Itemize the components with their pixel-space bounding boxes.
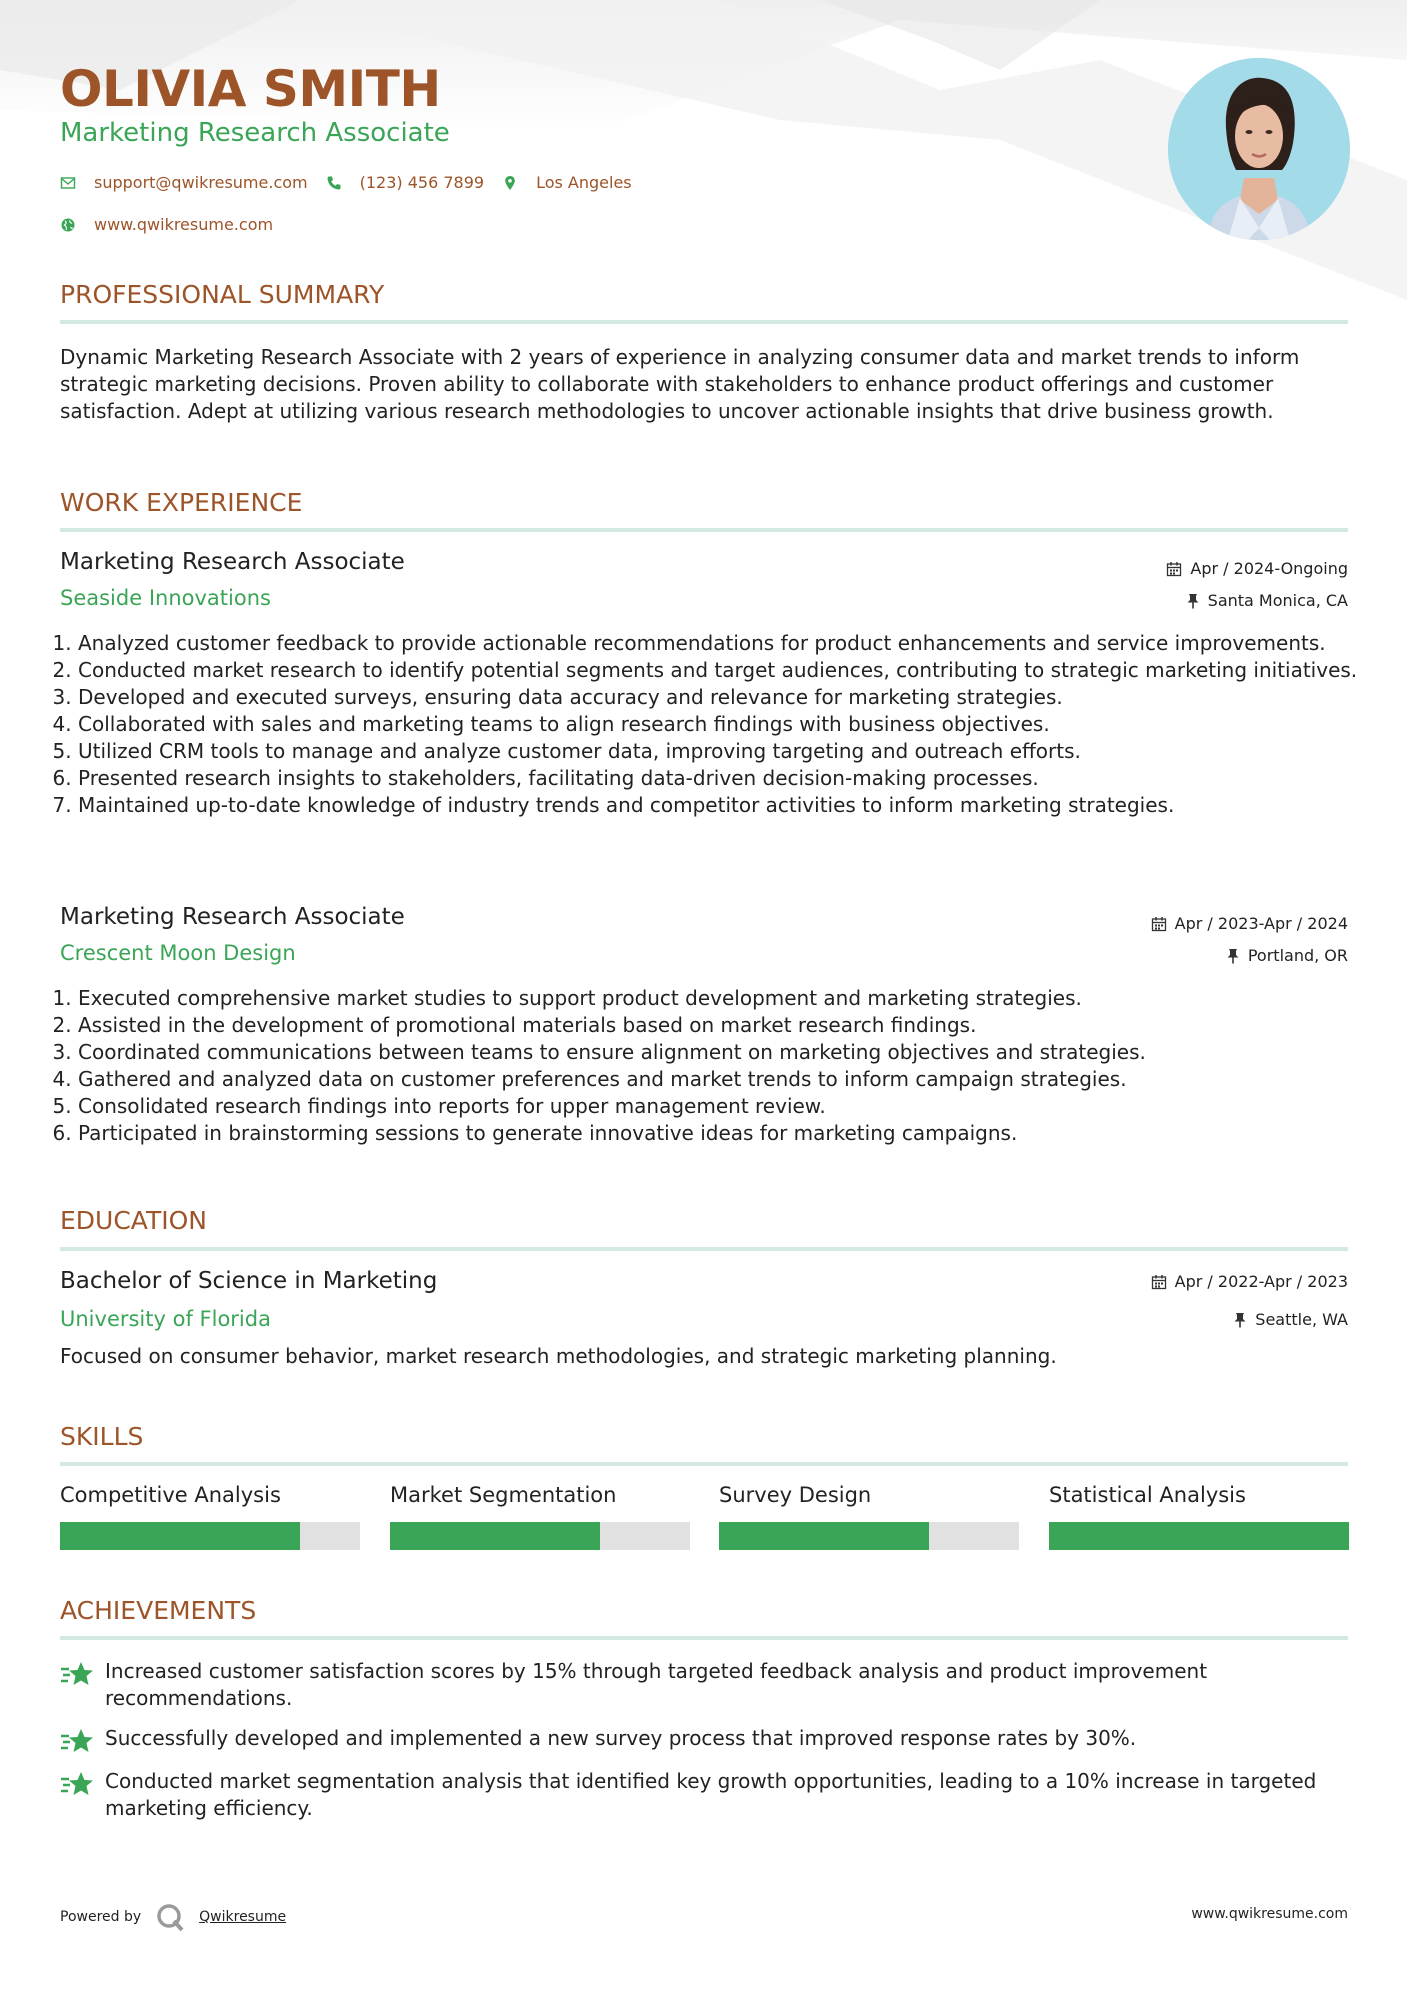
calendar-icon bbox=[1166, 561, 1182, 577]
skill-item bbox=[719, 1483, 1019, 1507]
portrait-image bbox=[1168, 58, 1350, 240]
skill-bar bbox=[60, 1522, 360, 1550]
job-dates bbox=[1151, 914, 1348, 933]
job-bullets bbox=[60, 630, 1366, 819]
experience-heading: WORK EXPERIENCE bbox=[60, 488, 303, 517]
summary-heading: PROFESSIONAL SUMMARY bbox=[60, 280, 385, 309]
star-icon bbox=[60, 1660, 94, 1690]
location-text: Los Angeles bbox=[536, 173, 632, 192]
candidate-name: OLIVIA SMITH bbox=[60, 60, 441, 118]
skills-heading: SKILLS bbox=[60, 1422, 144, 1451]
job-company: Crescent Moon Design bbox=[60, 941, 296, 965]
pin-icon bbox=[1226, 948, 1240, 964]
skill-bar-fill bbox=[60, 1522, 300, 1550]
achievement-item bbox=[60, 1768, 1348, 1822]
skill-label: Survey Design bbox=[719, 1483, 872, 1507]
school-name: University of Florida bbox=[60, 1307, 271, 1331]
education-heading: EDUCATION bbox=[60, 1206, 207, 1235]
powered-by-label: Powered by bbox=[60, 1909, 142, 1925]
profile-photo bbox=[1168, 58, 1350, 240]
email-item[interactable] bbox=[60, 173, 308, 192]
globe-icon bbox=[60, 217, 76, 233]
skill-bar bbox=[390, 1522, 690, 1550]
job-title: Marketing Research Associate bbox=[60, 549, 405, 575]
achievements-divider bbox=[60, 1636, 1348, 1640]
skill-item bbox=[1049, 1483, 1349, 1507]
list-item: 1. Analyzed customer feedback to provide actionable recommendations for product enhancements and service improvements. bbox=[78, 630, 1366, 657]
job-dates-text: Apr / 2023-Apr / 2024 bbox=[1174, 914, 1348, 933]
job-location-text: Portland, OR bbox=[1247, 946, 1348, 965]
achievement-text: Successfully developed and implemented a new survey process that improved response rates by 30%. bbox=[105, 1726, 1137, 1750]
phone-icon bbox=[326, 175, 342, 191]
list-item: 6. Presented research insights to stakeholders, facilitating data-driven decision-making processes. bbox=[78, 765, 1366, 792]
job-dates bbox=[1166, 559, 1348, 578]
list-item: 5. Consolidated research findings into reports for upper management review. bbox=[78, 1093, 1366, 1120]
job-title: Marketing Research Associate bbox=[60, 904, 405, 930]
envelope-icon bbox=[60, 175, 76, 191]
star-icon bbox=[60, 1727, 94, 1757]
list-item: 2. Assisted in the development of promotional materials based on market research findings. bbox=[78, 1012, 1366, 1039]
website-row bbox=[60, 215, 291, 234]
job-location bbox=[1186, 591, 1348, 610]
job-dates-text: Apr / 2024-Ongoing bbox=[1190, 559, 1348, 578]
achievements-heading: ACHIEVEMENTS bbox=[60, 1596, 257, 1625]
skill-bar-fill bbox=[390, 1522, 600, 1550]
skill-item bbox=[390, 1483, 690, 1507]
phone-item[interactable] bbox=[326, 173, 484, 192]
job-bullets bbox=[60, 985, 1366, 1147]
skill-item bbox=[60, 1483, 360, 1507]
pin-icon bbox=[1233, 1312, 1247, 1328]
location-item bbox=[502, 173, 632, 192]
list-item: 3. Coordinated communications between teams to ensure alignment on marketing objectives and strategies. bbox=[78, 1039, 1366, 1066]
star-icon bbox=[60, 1770, 94, 1800]
list-item: 6. Participated in brainstorming sessions to generate innovative ideas for marketing campaigns. bbox=[78, 1120, 1366, 1147]
job-company: Seaside Innovations bbox=[60, 586, 271, 610]
skill-label: Statistical Analysis bbox=[1049, 1483, 1246, 1507]
education-location-text: Seattle, WA bbox=[1255, 1310, 1348, 1329]
website-item[interactable] bbox=[60, 215, 273, 234]
phone-text[interactable]: (123) 456 7899 bbox=[359, 173, 485, 192]
candidate-title: Marketing Research Associate bbox=[60, 118, 450, 148]
contact-row bbox=[60, 173, 650, 192]
achievement-text: Conducted market segmentation analysis that identified key growth opportunities, leading to a 10% increase in targeted marketing efficiency. bbox=[105, 1769, 1317, 1820]
list-item: 4. Collaborated with sales and marketing teams to align research findings with business objectives. bbox=[78, 711, 1366, 738]
footer-website[interactable]: www.qwikresume.com bbox=[1191, 1906, 1348, 1922]
skill-label: Competitive Analysis bbox=[60, 1483, 281, 1507]
skill-bar-fill bbox=[1049, 1522, 1349, 1550]
skill-bar bbox=[1049, 1522, 1349, 1550]
achievement-text: Increased customer satisfaction scores by 15% through targeted feedback analysis and product improvement recommendations. bbox=[105, 1659, 1208, 1710]
education-description: Focused on consumer behavior, market research methodologies, and strategic marketing planning. bbox=[60, 1344, 1057, 1368]
education-location bbox=[1233, 1310, 1348, 1329]
skills-divider bbox=[60, 1462, 1348, 1466]
job-location bbox=[1226, 946, 1348, 965]
calendar-icon bbox=[1151, 1274, 1167, 1290]
list-item: 4. Gathered and analyzed data on customer preferences and market trends to inform campaign strategies. bbox=[78, 1066, 1366, 1093]
list-item: 1. Executed comprehensive market studies to support product development and marketing strategies. bbox=[78, 985, 1366, 1012]
experience-divider bbox=[60, 528, 1348, 532]
email-text[interactable]: support@qwikresume.com bbox=[94, 173, 308, 192]
degree-title: Bachelor of Science in Marketing bbox=[60, 1268, 438, 1294]
summary-text: Dynamic Marketing Research Associate with 2 years of experience in analyzing consumer data and market trends to inform strategic marketing decisions. Proven ability to collaborate with stakeholders to enhance product offerings and customer satisfaction. Adept at utilizing various research methodologies to uncover actionable insights that drive business growth. bbox=[60, 345, 1300, 423]
education-dates-text: Apr / 2022-Apr / 2023 bbox=[1174, 1272, 1348, 1291]
skill-bar-fill bbox=[719, 1522, 929, 1550]
skill-bar bbox=[719, 1522, 1019, 1550]
website-text[interactable]: www.qwikresume.com bbox=[94, 215, 274, 234]
education-dates bbox=[1151, 1272, 1348, 1291]
map-pin-icon bbox=[502, 175, 518, 191]
skill-label: Market Segmentation bbox=[390, 1483, 617, 1507]
list-item: 7. Maintained up-to-date knowledge of industry trends and competitor activities to inform marketing strategies. bbox=[78, 792, 1366, 819]
calendar-icon bbox=[1151, 916, 1167, 932]
list-item: 2. Conducted market research to identify potential segments and target audiences, contributing to strategic marketing initiatives. bbox=[78, 657, 1366, 684]
job-location-text: Santa Monica, CA bbox=[1207, 591, 1348, 610]
pin-icon bbox=[1186, 593, 1200, 609]
list-item: 3. Developed and executed surveys, ensuring data accuracy and relevance for marketing strategies. bbox=[78, 684, 1366, 711]
achievement-item bbox=[60, 1658, 1348, 1712]
brand-link[interactable]: Qwikresume bbox=[199, 1909, 287, 1925]
education-divider bbox=[60, 1247, 1348, 1251]
achievement-item bbox=[60, 1725, 1348, 1757]
list-item: 5. Utilized CRM tools to manage and analyze customer data, improving targeting and outreach efforts. bbox=[78, 738, 1366, 765]
footer-powered-by bbox=[60, 1902, 286, 1932]
qwikresume-logo-icon bbox=[155, 1902, 185, 1932]
summary-divider bbox=[60, 320, 1348, 324]
